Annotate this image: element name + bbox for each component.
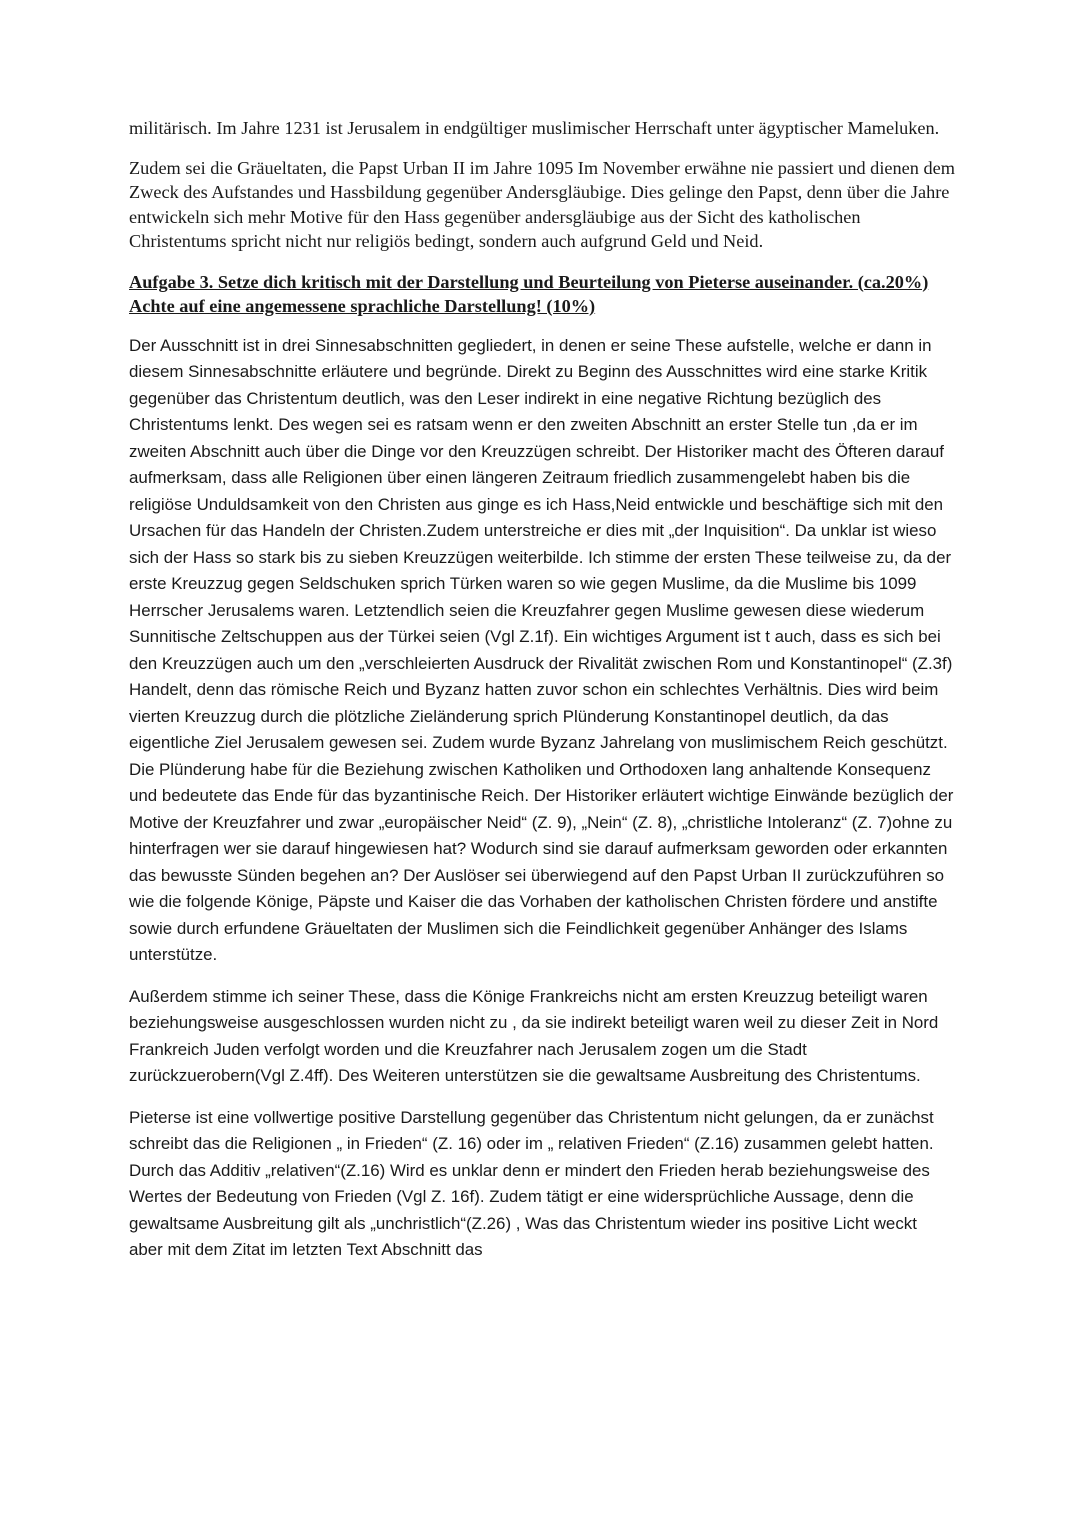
answer-paragraph-3: Pieterse ist eine vollwertige positive Darstellung gegenüber das Christentum nicht gelungen, da er zunächst schreibt das die Religionen „ in Frieden“ (Z. 16) oder im „ relativen Frieden“ (Z.16) zusammen gelebt hatten. Durch das Additiv „relativen“(Z.16) Wird es unklar denn er mindert den Frieden herab beziehungsweise des Wertes der Bedeutung von Frieden (Vgl Z. 16f). Zudem tätigt er eine widersprüchliche Aussage, denn die gewaltsame Ausbreitung gilt als „unchristlich“(Z.26) , Was das Christentum wieder ins positive Licht weckt aber mit dem Zitat im letzten Text Abschnitt das bbox=[129, 1107, 934, 1259]
task-title: Aufgabe 3. Setze dich kritisch mit der Darstellung und Beurteilung von Pieterse auseinander. (ca.20%) bbox=[129, 271, 929, 292]
task-instruction: Achte auf eine angemessene sprachliche Darstellung! (10%) bbox=[129, 296, 596, 316]
document-page bbox=[129, 116, 955, 1264]
task-heading bbox=[129, 270, 955, 319]
intro-paragraph-2: Zudem sei die Gräueltaten, die Papst Urban II im Jahre 1095 Im November erwähne nie passiert und dienen dem Zweck des Aufstandes und Hassbildung gegenüber Andersgläubige. Dies gelinge den Papst, denn über die Jahre entwickeln sich mehr Motive für den Hass gegenüber andersgläubige aus der Sicht des katholischen Christentums spricht nicht nur religiös bedingt, sondern auch aufgrund Geld und Neid. bbox=[129, 157, 955, 251]
answer-paragraph-1: Der Ausschnitt ist in drei Sinnesabschnitten gegliedert, in denen er seine These aufstelle, welche er dann in diesem Sinnesabschnitte erläutere und begründe. Direkt zu Beginn des Ausschnittes wird eine starke Kritik gegenüber das Christentum deutlich, was den Leser indirekt in eine negative Richtung bezüglich des Christentums lenkt. Des wegen sei es ratsam wenn er den zweiten Abschnitt an erster Stelle tun ,da er im zweiten Abschnitt auch über die Dinge vor den Kreuzzügen schreibt. Der Historiker macht des Öfteren darauf aufmerksam, dass alle Religionen über einen längeren Zeitraum friedlich zusammengelebt haben bis die religiöse Unduldsamkeit von den Christen aus ginge es ich Hass,Neid entwickle und beschäftige sich mit den Ursachen für das Handeln der Christen.Zudem unterstreiche er dies mit „der Inquisition“. Da unklar ist wieso sich der Hass so stark bis zu sieben Kreuzzügen weiterbilde. Ich stimme der ersten These teilweise zu, da der erste Kreuzzug gegen Seldschuken sprich Türken waren so wie gegen Muslime, da die Muslime bis 1099 Herrscher Jerusalems waren. Letztendlich seien die Kreuzfahrer gegen Muslime gewesen diese wiederum Sunnitische Zeltschuppen aus der Türkei seien (Vgl Z.1f). Ein wichtiges Argument ist t auch, dass es sich bei den Kreuzzügen auch um den „verschleierten Ausdruck der Rivalität zwischen Rom und Konstantinopel“ (Z.3f) Handelt, denn das römische Reich und Byzanz hatten zuvor schon ein schlechtes Verhältnis. Dies wird beim vierten Kreuzzug durch die plötzliche Zieländerung sprich Plünderung Konstantinopel deutlich, da das eigentliche Ziel Jerusalem gewesen sei. Zudem wurde Byzanz Jahrelang von muslimischem Reich geschützt. Die Plünderung habe für die Beziehung zwischen Katholiken und Orthodoxen lang anhaltende Konsequenz und bedeutete das Ende für das byzantinische Reich. Der Historiker erläutert wichtige Einwände bezüglich der Motive der Kreuzfahrer und zwar „europäischer Neid“ (Z. 9), „Nein“ (Z. 8), „christliche Intoleranz“ (Z. 7)ohne zu hinterfragen wer sie darauf hingewiesen hat? Wodurch sind sie darauf aufmerksam geworden oder erkannten das bewusste Sünden begehen an? Der Auslöser sei überwiegend auf den Papst Urban II zurückzuführen so wie die folgende Könige, Päpste und Kaiser die das Vorhaben der katholischen Christen fördere und anstifte sowie durch erfundene Gräueltaten der Muslimen sich die Feindlichkeit gegenüber Anhänger des Islams unterstütze. bbox=[129, 335, 954, 964]
intro-paragraph-1: militärisch. Im Jahre 1231 ist Jerusalem in endgültiger muslimischer Herrschaft unter ägyptischer Mameluken. bbox=[129, 118, 940, 138]
answer-paragraph-2: Außerdem stimme ich seiner These, dass die Könige Frankreichs nicht am ersten Kreuzzug beteiligt waren beziehungsweise ausgeschlossen wurden nicht zu , da sie indirekt beteiligt waren weil zu dieser Zeit in Nord Frankreich Juden verfolgt worden und die Kreuzfahrer nach Jerusalem zogen um die Stadt zurückzuerobern(Vgl Z.4ff). Des Weiteren unterstützen sie die gewaltsame Ausbreitung des Christentums. bbox=[129, 986, 939, 1085]
